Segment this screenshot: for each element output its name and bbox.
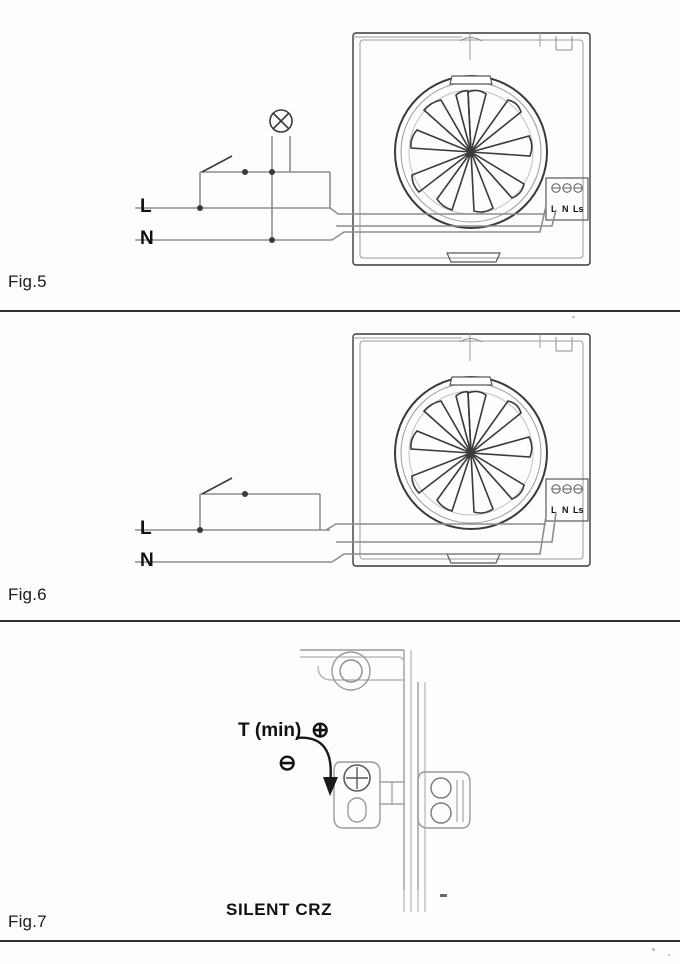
fan-impeller (411, 90, 532, 212)
figure-caption-fig7: Fig.7 (8, 912, 47, 931)
wire-label-N-fig6: N (140, 550, 154, 571)
terminal-label-N: N (562, 505, 569, 515)
scan-speck (652, 948, 655, 951)
stray-mark (440, 894, 447, 897)
fan-hinge (450, 377, 492, 385)
scan-speck (572, 316, 575, 318)
timer-label: T (min) (238, 720, 302, 741)
device-name-caption: SILENT CRZ (226, 900, 333, 919)
terminal-label-L: L (551, 204, 557, 214)
figure-panel-fig6 (0, 312, 680, 622)
adjustment-arrow-head (323, 777, 338, 796)
terminal-label-Ls: Ls (573, 204, 584, 214)
decrease-symbol: ⊖ (278, 750, 297, 775)
wire-label-N-fig5: N (140, 228, 154, 249)
wire-label-L-fig5: L (140, 196, 152, 217)
fig6-drawing (0, 312, 680, 622)
mounting-hole (340, 660, 362, 682)
scan-speck (668, 954, 670, 956)
connector-block (418, 772, 470, 828)
figure-panel-fig5 (0, 0, 680, 312)
wire-junctions (197, 169, 275, 243)
fan-hinge (450, 76, 492, 84)
switch-lever (202, 156, 232, 172)
slot (348, 798, 366, 822)
terminal-label-L: L (551, 505, 557, 515)
terminal-label-Ls: Ls (573, 505, 584, 515)
fig7-drawing (0, 622, 680, 964)
figure-caption-fig5: Fig.5 (8, 272, 47, 291)
figure-panel-fig7 (0, 622, 680, 964)
wire-label-L-fig6: L (140, 518, 152, 539)
fan-impeller (411, 391, 532, 513)
wire-junctions (197, 491, 248, 533)
figure-caption-fig6: Fig.6 (8, 585, 47, 604)
terminal-label-N: N (562, 204, 569, 214)
panel-divider-3 (0, 940, 680, 942)
indicator-lamp (270, 110, 292, 132)
switch-lever (202, 478, 232, 494)
increase-symbol: ⊕ (311, 717, 330, 742)
fig5-drawing (0, 0, 680, 312)
mounting-boss (332, 652, 370, 690)
